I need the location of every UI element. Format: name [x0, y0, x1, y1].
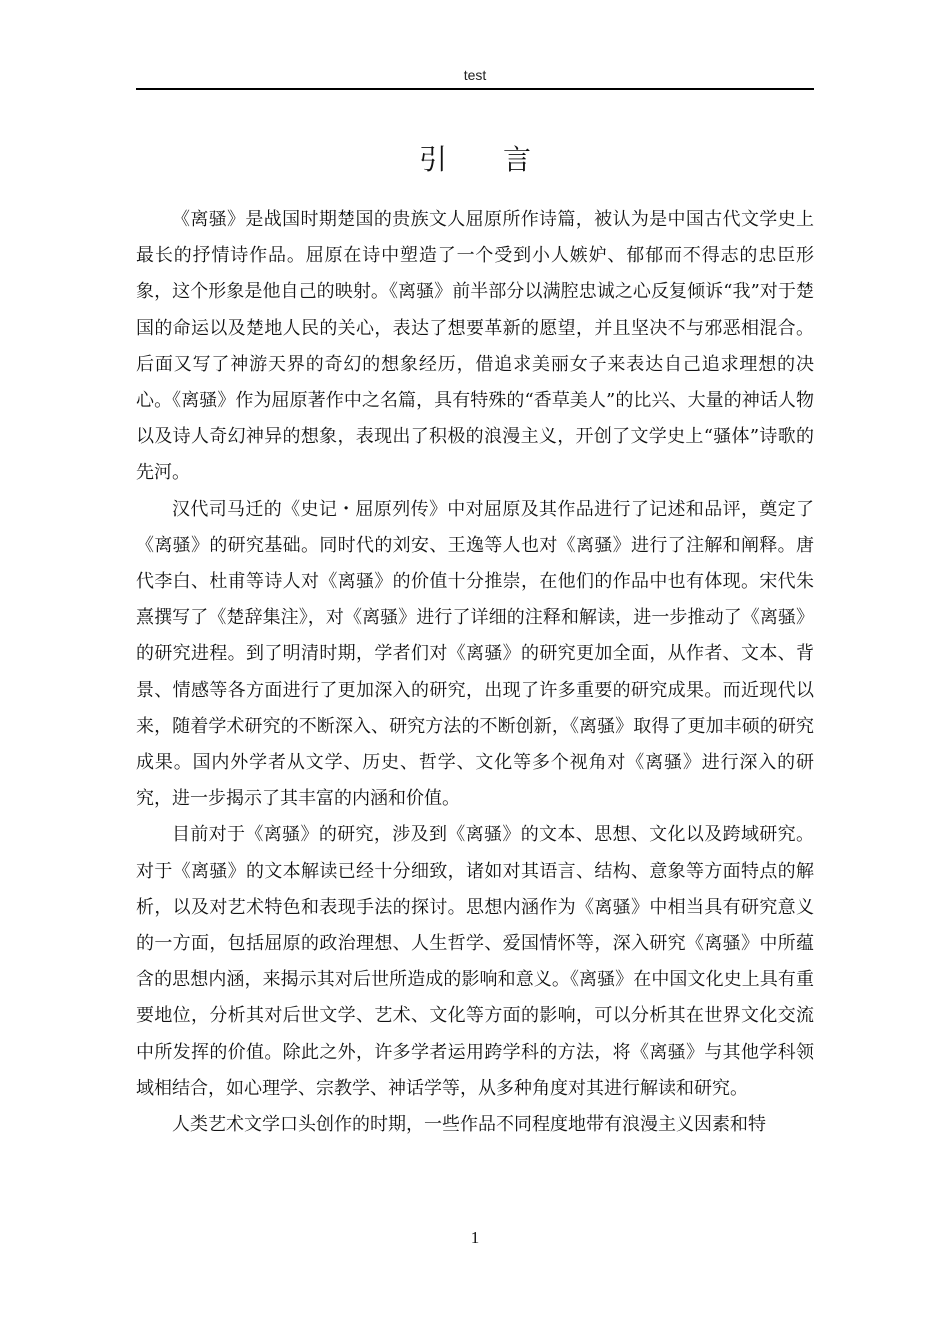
- paragraph: 人类艺术文学口头创作的时期，一些作品不同程度地带有浪漫主义因素和特: [172, 1114, 766, 1136]
- paragraph: 目前对于《离骚》的研究，涉及到《离骚》的文本、思想、文化以及跨域研究。对于《离骚》的文本解读已经十分细致，诸如对其语言、结构、意象等方面特点的解析，以及对艺术特色和表现手法的探讨。思想内涵作为《离骚》中相当具有研究意义的一方面，包括屈原的政治理想、人生哲学、爱国情怀等，深入研究《离骚》中所蕴含的思想内涵，来揭示其对后世所造成的影响和意义。《离骚》在中国文化史上具有重要地位，分析其对后世文学、艺术、文化等方面的影响，可以分析其在世界文化交流中所发挥的价值。除此之外，许多学者运用跨学科的方法，将《离骚》与其他学科领域相结合，如心理学、宗教学、神话学等，从多种角度对其进行解读和研究。: [136, 824, 814, 1099]
- page-number: 1: [470, 1228, 480, 1247]
- page-title: 引言: [418, 143, 587, 176]
- header-text: test: [463, 67, 487, 83]
- page-header: [136, 62, 814, 90]
- paragraph: 《离骚》是战国时期楚国的贵族文人屈原所作诗篇，被认为是中国古代文学史上最长的抒情诗作品。屈原在诗中塑造了一个受到小人嫉妒、郁郁而不得志的忠臣形象，这个形象是他自己的映射。《离骚》前半部分以满腔忠诚之心反复倾诉“我”对于楚国的命运以及楚地人民的关心，表达了想要革新的愿望，并且坚决不与邪恶相混合。后面又写了神游天界的奇幻的想象经历，借追求美丽女子来表达自己追求理想的决心。《离骚》作为屈原著作中之名篇，具有特殊的“香草美人”的比兴、大量的神话人物以及诗人奇幻神异的想象，表现出了积极的浪漫主义，开创了文学史上“骚体”诗歌的先河。: [136, 209, 814, 484]
- body-text: [136, 202, 814, 1143]
- paragraph: 汉代司马迁的《史记・屈原列传》中对屈原及其作品进行了记述和品评，奠定了《离骚》的研究基础。同时代的刘安、王逸等人也对《离骚》进行了注解和阐释。唐代李白、杜甫等诗人对《离骚》的价值十分推崇，在他们的作品中也有体现。宋代朱熹撰写了《楚辞集注》，对《离骚》进行了详细的注释和解读，进一步推动了《离骚》的研究进程。到了明清时期，学者们对《离骚》的研究更加全面，从作者、文本、背景、情感等各方面进行了更加深入的研究，出现了许多重要的研究成果。而近现代以来，随着学术研究的不断深入、研究方法的不断创新，《离骚》取得了更加丰硕的研究成果。国内外学者从文学、历史、哲学、文化等多个视角对《离骚》进行深入的研究，进一步揭示了其丰富的内涵和价值。: [136, 498, 814, 810]
